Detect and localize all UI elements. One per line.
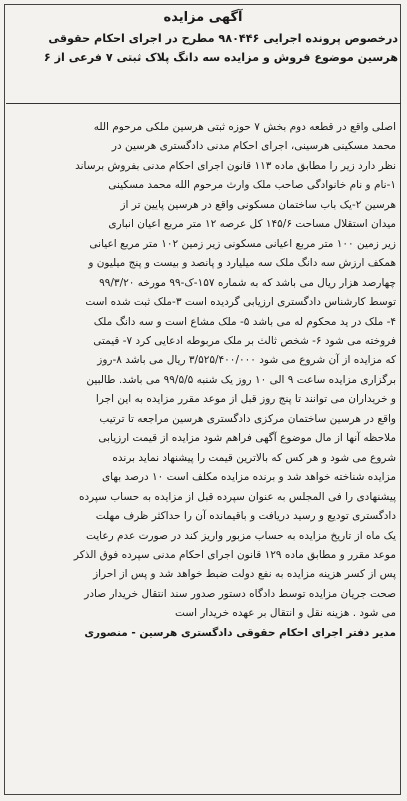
body-line: هرسین ۲-یک باب ساختمان مسکونی واقع در هرسین پایین تر از — [120, 198, 396, 211]
body-line: توسط کارشناس دادگستری ارزیابی گردیده است ۳-ملک ثبت شده است — [85, 296, 396, 309]
notice-header — [8, 10, 398, 67]
body-line: پس از کسر هزینه مزایده به نفع دولت ضبط خواهد شد و پس از احراز — [93, 568, 396, 581]
body-line: زیر زمین ۱۰۰ متر مربع اعیانی مسکونی زیر زمین ۱۰۲ متر مربع اعیانی — [89, 237, 396, 250]
body-line: همکف ارزش سه دانگ ملک سه میلیارد و پانصد و بیست و پنج میلیون و — [88, 257, 396, 270]
body-line: صحت جریان مزایده توسط دادگاه دستور صدور سند انتقال خریدار صادر — [84, 587, 396, 600]
notice-title: آگهی مزایده — [163, 10, 243, 25]
body-line: شروع می شود و هر کس که بالاترین قیمت را پیشنهاد نماید برنده — [112, 451, 396, 464]
body-line: ۴- ملک در ید محکوم له می باشد ۵- ملک مشاع است و سه دانگ ملک — [93, 315, 396, 328]
body-line: ۱-نام و نام خانوادگی صاحب ملک وارث مرحوم الله محمد مسکینی — [108, 179, 396, 192]
body-line: موعد مقرر و مطابق ماده ۱۲۹ قانون اجرای احکام مدنی سپرده فوق الذکر — [73, 548, 396, 561]
body-line: دادگستری تودیع و رسید دریافت و باقیمانده آن را حداکثر ظرف مهلت — [95, 510, 396, 523]
signature-line: مدیر دفتر اجرای احکام حقوقی دادگستری هرسین - منصوری — [84, 626, 396, 639]
body-line: میدان استقلال مساحت ۱۴۵/۶ کل عرصه ۱۲ متر مربع اعیان انباری — [108, 218, 396, 231]
body-line: نظر دارد زیر را مطابق ماده ۱۱۳ قانون اجرای احکام مدنی بفروش برساند — [75, 159, 396, 172]
body-line: محمد مسکینی هرسینی، اجرای احکام مدنی دادگستری هرسین در — [111, 140, 396, 153]
header-divider — [6, 103, 401, 104]
body-line: ملاحظه آنها از مال موضوع آگهی فراهم شود مزایده از قیمت ارزیابی — [98, 432, 396, 445]
notice-body — [10, 118, 396, 643]
body-line: که مزایده از آن شروع می شود ۳/۵۲۵/۴۰۰/۰۰۰ ریال می باشد ۸-روز — [97, 354, 396, 367]
body-line: برگزاری مزایده ساعت ۹ الی ۱۰ روز یک شنبه ۹۹/۵/۵ می باشد. طالبین — [86, 373, 396, 386]
header-line-1: درخصوص پرونده اجرایی ۹۸۰۴۴۶ مطرح در اجرای احکام حقوقی — [48, 32, 398, 45]
body-line: می شود . هزینه نقل و انتقال بر عهده خریدار است — [174, 607, 396, 620]
body-line: مزایده شناخته خواهد شد و برنده مزایده مکلف است ۱۰ درصد بهای — [101, 471, 396, 484]
header-line-2: هرسین موضوع فروش و مزایده سه دانگ پلاک ثبتی ۷ فرعی از ۶ — [43, 51, 398, 64]
body-line: اصلی واقع در قطعه دوم بخش ۷ حوزه ثبتی هرسین ملکی مرحوم الله — [93, 121, 396, 133]
body-line: یک ماه از تاریخ مزایده به حساب مزبور واریز کند در صورت عدم رعایت — [85, 529, 396, 542]
body-line: فروخته می شود ۶- شخص ثالث بر ملک مربوطه ادعایی کرد ۷- قیمتی — [93, 334, 396, 347]
body-line: و خریداران می توانند تا پنج روز قبل از موعد مقرر مزایده به این اجرا — [95, 393, 396, 406]
body-line: واقع در هرسین ساختمان مرکزی دادگستری هرسین مراجعه تا ترتیب — [99, 412, 396, 425]
body-line: چهارصد هزار ریال می باشد که به شماره ۱۵۷-ک-۹۹ مورخه ۹۹/۳/۲۰ — [99, 276, 396, 289]
body-line: پیشنهادی را فی المجلس به عنوان سپرده قبل از مزایده به حساب سپرده — [79, 490, 396, 503]
